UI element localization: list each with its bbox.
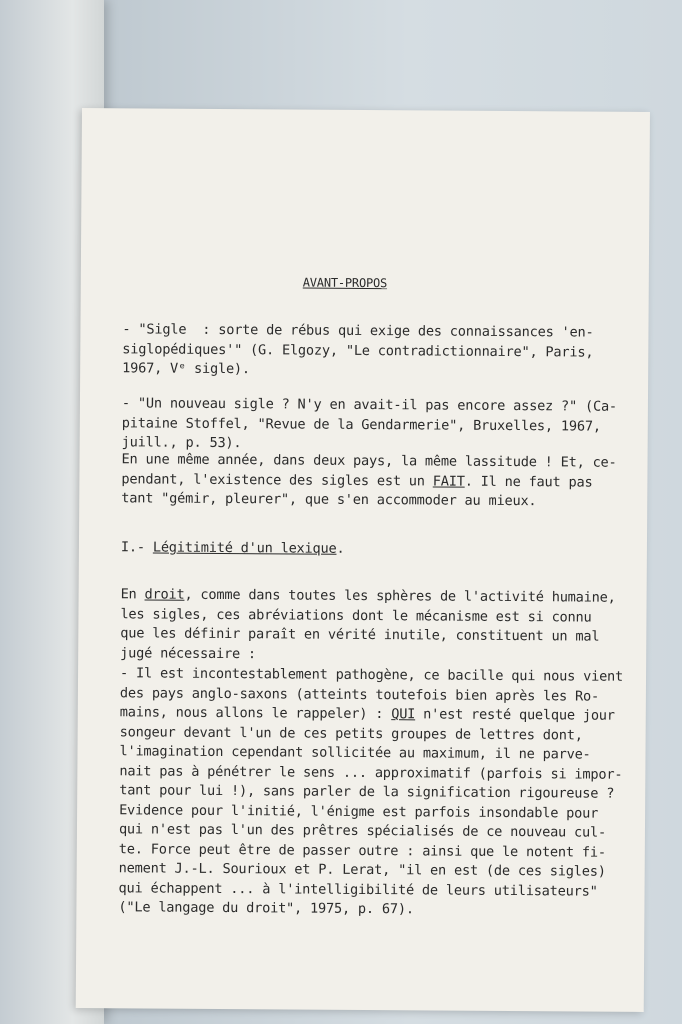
document-page xyxy=(76,108,650,1012)
section-heading: I.- Légitimité d'un lexique. xyxy=(120,539,345,557)
paragraph-lassitude: En une même année, dans deux pays, la même lassitude ! Et, ce- pendant, l'existence des sigles est un FAIT. Il ne faut pas tant "gémir, pleurer", que s'en accommoder au mieux. xyxy=(121,451,617,510)
paragraph-pathogene: - Il est incontestablement pathogène, ce bacille qui nous vient des pays anglo-saxons (atteints toutefois bien après les Ro- mains, nous allons le rappeler) : QUI n'est resté quelque jour songeur devant l'un de ces petits groupes de lettres dont, l'imagination cependant sollicitée au maximum, il ne parve- nait pas à pénétrer le sens ... approximatif (parfois si impor- tant pour lui !), sans parler de la signification rigoureuse ? Evidence pour l'initié, l'énigme est parfois insondable pour qui n'est pas l'un des prêtres spécialisés de ce nouveau cul- te. Force peut être de passer outre : ainsi que le notent fi- nement J.-L. Sourioux et P. Lerat, "il en est (de ces sigles) qui échappent ... à l'intelligibilité de leurs utilisateurs" ("Le langage du droit", 1975, p. 67). xyxy=(118,665,624,918)
paragraph-droit: En droit, comme dans toutes les sphères de l'activité humaine, les sigles, ces abréviations dont le mécanisme est si connu que les définir paraît en vérité inutile, constituent un mal jugé nécessaire : xyxy=(120,586,616,662)
quote-stoffel: - "Un nouveau sigle ? N'y en avait-il pas encore assez ?" (Ca- pitaine Stoffel, "Revue de la Gendarmerie", Bruxelles, 1967, juill., p. 53). xyxy=(121,395,618,452)
quote-elgozy: - "Sigle : sorte de rébus qui exige des connaissances 'en- siglopédiques'" (G. Elgozy, "Le contradictionnaire", Paris, 1967, Vᵉ sigle). xyxy=(122,321,594,378)
page-title: AVANT-PROPOS xyxy=(302,275,388,291)
